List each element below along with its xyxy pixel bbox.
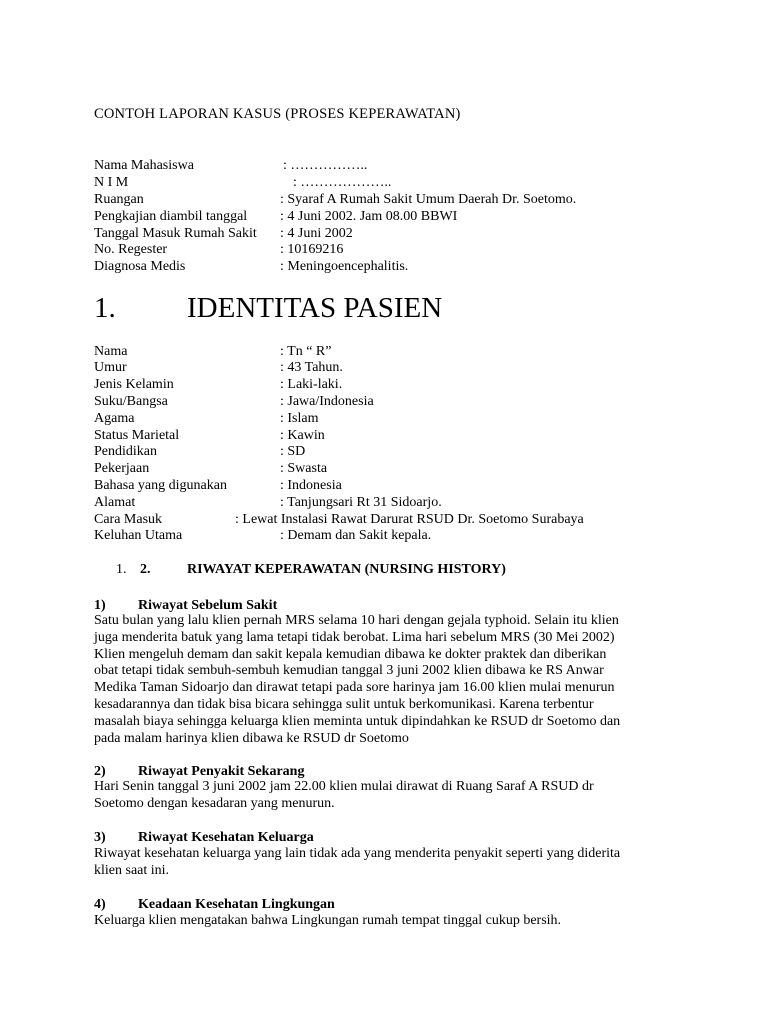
field-value: : 43 Tahun. xyxy=(280,360,343,375)
subsection-title: Riwayat Kesehatan Keluarga xyxy=(138,830,314,845)
subsection-title: Riwayat Sebelum Sakit xyxy=(138,598,278,613)
subsection-paragraph-4 xyxy=(94,913,684,930)
field-label: Nama xyxy=(94,344,128,359)
field-label: N I M xyxy=(94,175,129,190)
subsection-paragraph-2 xyxy=(94,779,684,813)
field-label: Bahasa yang digunakan xyxy=(94,478,227,493)
field-value: : Tanjungsari Rt 31 Sidoarjo. xyxy=(280,495,442,510)
field-value: : Swasta xyxy=(280,461,328,476)
field-label: Pekerjaan xyxy=(94,461,150,476)
field-value: : Meningoencephalitis. xyxy=(280,259,409,274)
list-bullet: 1. xyxy=(116,562,127,577)
field-label: Keluhan Utama xyxy=(94,528,183,543)
subsection-title: Keadaan Kesehatan Lingkungan xyxy=(138,897,335,912)
field-label: Umur xyxy=(94,360,127,375)
subsection-number: 4) xyxy=(94,897,106,912)
field-label: Suku/Bangsa xyxy=(94,394,168,409)
field-value: : Laki-laki. xyxy=(280,377,343,392)
paragraph-line: Hari Senin tanggal 3 juni 2002 jam 22.00 klien mulai dirawat di Ruang Saraf A RSUD dr xyxy=(94,779,594,794)
field-value: : …………….. xyxy=(283,158,368,173)
paragraph-line: Medika Taman Sidoarjo dan dirawat tetapi pada sore harinya jam 16.00 klien mulai menurun xyxy=(94,680,615,696)
section-number: 1. xyxy=(94,292,116,324)
paragraph-line: klien saat ini. xyxy=(94,862,170,878)
field-value: : 10169216 xyxy=(280,242,344,257)
paragraph-line: Satu bulan yang lalu klien pernah MRS selama 10 hari dengan gejala typhoid. Selain itu klien xyxy=(94,613,619,628)
section-title: RIWAYAT KEPERAWATAN (NURSING HISTORY) xyxy=(187,562,506,577)
subsection-title: Riwayat Penyakit Sekarang xyxy=(138,764,305,779)
paragraph-line: Soetomo dengan kesadaran yang menurun. xyxy=(94,795,335,811)
paragraph-line: juga menderita batuk yang lama tetapi tidak berobat. Lima hari sebelum MRS (30 Mei 2002) xyxy=(94,629,615,645)
field-value: : Tn “ R” xyxy=(280,344,332,359)
section-title: IDENTITAS PASIEN xyxy=(187,292,443,324)
field-value: : SD xyxy=(280,444,306,459)
paragraph-line: Keluarga klien mengatakan bahwa Lingkungan rumah tempat tinggal cukup bersih. xyxy=(94,913,562,928)
paragraph-line: Klien mengeluh demam dan sakit kepala kemudian dibawa ke dokter praktek dan diberikan xyxy=(94,646,607,662)
subsection-number: 2) xyxy=(94,764,106,779)
subsection-number: 3) xyxy=(94,830,106,845)
field-value: : 4 Juni 2002 xyxy=(280,226,353,241)
field-label: Ruangan xyxy=(94,192,144,207)
field-label: Status Marietal xyxy=(94,428,180,443)
field-label: No. Regester xyxy=(94,242,168,257)
field-label: Tanggal Masuk Rumah Sakit xyxy=(94,226,257,241)
field-label: Pendidikan xyxy=(94,444,157,459)
section-number: 2. xyxy=(140,562,151,577)
subsection-paragraph-3 xyxy=(94,846,684,880)
field-value: : Lewat Instalasi Rawat Darurat RSUD Dr. Soetomo Surabaya xyxy=(235,512,584,527)
field-value: : Syaraf A Rumah Sakit Umum Daerah Dr. Soetomo. xyxy=(280,192,577,207)
document-title: CONTOH LAPORAN KASUS (PROSES KEPERAWATAN) xyxy=(94,106,461,122)
field-label: Agama xyxy=(94,411,135,426)
field-value: : ……………….. xyxy=(293,175,392,190)
paragraph-line: masalah biaya sehingga keluarga klien meminta untuk dipindahkan ke RSUD dr Soetomo dan xyxy=(94,713,621,729)
field-label: Cara Masuk xyxy=(94,512,163,527)
field-value: : Kawin xyxy=(280,428,325,443)
paragraph-line: obat tetapi tidak sembuh-sembuh kemudian tanggal 3 juni 2002 klien dibawa ke RS Anwar xyxy=(94,663,604,679)
subsection-number: 1) xyxy=(94,598,106,613)
field-value: : Indonesia xyxy=(280,478,342,493)
field-value: : Islam xyxy=(280,411,319,426)
field-value: : Demam dan Sakit kepala. xyxy=(280,528,432,543)
subsection-paragraph-1 xyxy=(94,613,684,747)
field-label: Diagnosa Medis xyxy=(94,259,186,274)
paragraph-line: pada malam harinya klien dibawa ke RSUD dr Soetomo xyxy=(94,730,409,746)
paragraph-line: Riwayat kesehatan keluarga yang lain tidak ada yang menderita penyakit seperti yang diderita xyxy=(94,846,621,861)
field-label: Nama Mahasiswa xyxy=(94,158,194,173)
field-label: Pengkajian diambil tanggal xyxy=(94,209,248,224)
paragraph-line: kesadarannya dan tidak bisa bicara sehingga sulit untuk berkomunikasi. Karena terbentur xyxy=(94,696,594,712)
field-label: Alamat xyxy=(94,495,136,510)
field-label: Jenis Kelamin xyxy=(94,377,174,392)
field-value: : 4 Juni 2002. Jam 08.00 BBWI xyxy=(280,209,458,224)
field-value: : Jawa/Indonesia xyxy=(280,394,374,409)
